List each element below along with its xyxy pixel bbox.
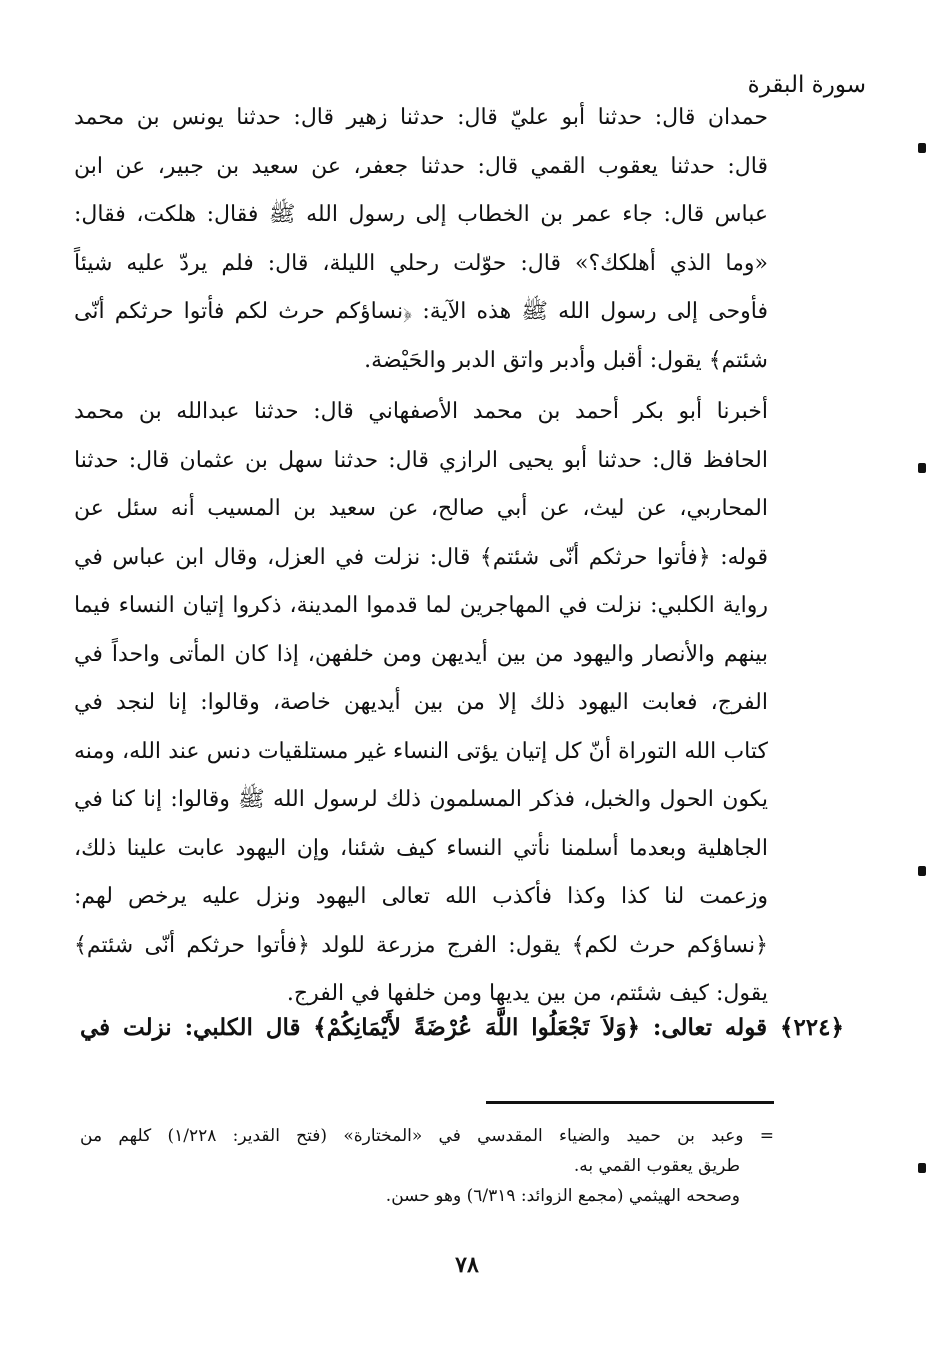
text-line: أخبرنا أبو بكر أحمد بن محمد الأصفهاني قال: حدثنا عبدالله بن محمد (74, 399, 768, 424)
margin-mark (918, 866, 926, 876)
text-line: الجاهلية وبعدما أسلمنا نأتي النساء كيف شئنا، وإن اليهود عابت علينا ذلك، (74, 835, 768, 861)
text-line: الحافظ قال: حدثنا أبو يحيى الرازي قال: حدثنا سهل بن عثمان قال: حدثنا (74, 447, 768, 473)
page-number: ٧٨ (455, 1252, 479, 1278)
footnotes (80, 1121, 774, 1211)
text-line: قال: حدثنا يعقوب القمي قال: حدثنا جعفر، عن سعيد بن جبير، عن ابن (74, 153, 768, 179)
text-line: الفرج، فعابت اليهود ذلك إلا من بين أيديهن خاصة، وقالوا: إنا لنجد في (74, 690, 768, 715)
paragraph-2 (74, 388, 768, 1019)
footnote-line: طريق يعقوب القمي به. (573, 1156, 740, 1176)
text-line: ﴿نساؤكم حرث لكم﴾ يقول: الفرج مزرعة للولد ﴿فأتوا حرثكم أنّى شئتم﴾ (74, 932, 768, 958)
text-line: عباس قال: جاء عمر بن الخطاب إلى رسول الله ﷺ فقال: هلكت، فقال: (74, 202, 768, 227)
text-line: «وما الذي أهلكك؟» قال: حوّلت رحلي الليلة، قال: فلم يردّ عليه شيئاً (74, 250, 768, 276)
running-header: سورة البقرة (747, 72, 866, 98)
margin-mark (918, 143, 926, 153)
paragraph-1 (74, 94, 768, 385)
verse-heading: ﴿٢٢٤﴾ قوله تعالى: ﴿وَلاَ تَجْعَلُوا اللَّهَ عُرْضَةً لأَيْمَانِكُمْ﴾ قال الكلبي: نزلت في (80, 1014, 844, 1041)
text-line: فأوحى إلى رسول الله ﷺ هذه الآية: ﴿نساؤكم حرث لكم فأتوا حرثكم أنّى (74, 299, 768, 324)
text-line: كتاب الله التوراة أنّ كل إتيان يؤتى النساء غير مستلقيات دنس عند الله، ومنه (74, 738, 768, 764)
footnote-line: وصححه الهيثمي (مجمع الزوائد: ٦/٣١٩) وهو حسن. (385, 1186, 740, 1206)
text-line: رواية الكلبي: نزلت في المهاجرين لما قدموا المدينة، ذكروا إتيان النساء فيما (74, 593, 768, 618)
text-line: يقول: كيف شئتم، من بين يديها ومن خلفها في الفرج. (286, 981, 768, 1006)
text-line: وزعمت لنا كذا وكذا فأكذب الله تعالى اليهود ونزل عليه يرخص لهم: (74, 884, 768, 909)
text-line: شئتم﴾ يقول: أقبل وأدبر واتق الدبر والحَيْضة. (364, 347, 768, 373)
text-line: يكون الحول والخبل، فذكر المسلمون ذلك لرسول الله ﷺ وقالوا: إنا كنا في (74, 787, 768, 812)
footnote-line: = وعبد بن حميد والضياء المقدسي في «المختارة» (فتح القدير: ١/٢٢٨) كلهم من (80, 1126, 775, 1146)
text-line: حمدان قال: حدثنا أبو عليّ قال: حدثنا زهير قال: حدثنا يونس بن محمد (74, 105, 768, 130)
margin-mark (918, 1163, 926, 1173)
text-line: بينهم والأنصار واليهود من بين أيديهن ومن خلفهن، إذا كان المأتى واحداً في (74, 641, 768, 667)
footnote-divider (486, 1101, 774, 1104)
text-line: المحاربي، عن ليث، عن أبي صالح، عن سعيد بن المسيب أنه سئل عن (74, 496, 768, 521)
text-line: قوله: ﴿فأتوا حرثكم أنّى شئتم﴾ قال: نزلت في العزل، وقال ابن عباس في (74, 544, 768, 570)
margin-mark (918, 463, 926, 473)
